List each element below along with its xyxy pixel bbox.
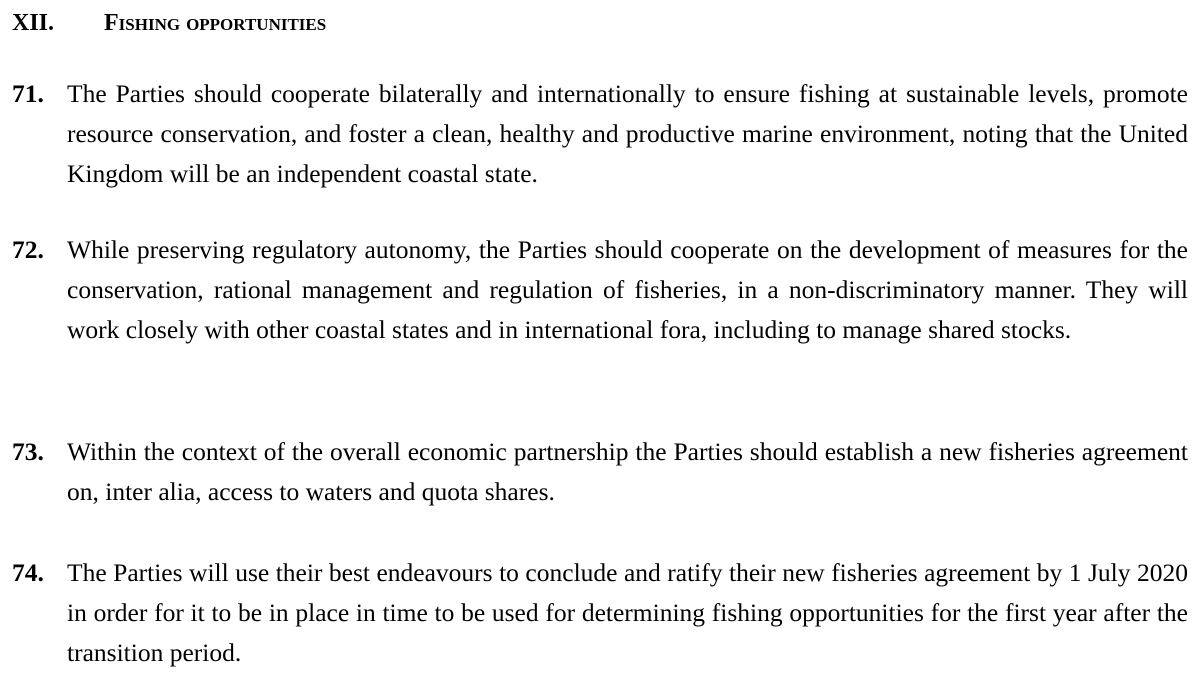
- section-number: XII.: [12, 10, 55, 36]
- paragraph-74: [12, 553, 1188, 673]
- paragraph-text: While preserving regulatory autonomy, the Parties should cooperate on the development of measures for the conservation, rational management and regulation of fisheries, in a non-discriminatory manner. They will work closely with other coastal states and in international fora, including to manage shared stocks.: [67, 235, 1188, 344]
- section-heading: [12, 6, 326, 40]
- paragraph-number: 71.: [12, 79, 44, 108]
- paragraph-text: Within the context of the overall economic partnership the Parties should establish a new fisheries agreement on, inter alia, access to waters and quota shares.: [67, 437, 1188, 506]
- paragraph-text: The Parties should cooperate bilaterally and internationally to ensure fishing at sustainable levels, promote resource conservation, and foster a clean, healthy and productive marine environment, noting that the United Kingdom will be an independent coastal state.: [67, 79, 1188, 188]
- paragraph-number: 72.: [12, 235, 44, 264]
- paragraph-71: [12, 74, 1188, 194]
- paragraph-text: The Parties will use their best endeavours to conclude and ratify their new fisheries agreement by 1 July 2020 in order for it to be in place in time to be used for determining fishing opportunities for the first year after the transition period.: [67, 558, 1188, 667]
- paragraph-72: [12, 230, 1188, 350]
- paragraph-73: [12, 432, 1188, 512]
- paragraph-number: 73.: [12, 437, 44, 466]
- section-title: Fishing opportunities: [104, 10, 327, 36]
- paragraph-number: 74.: [12, 558, 44, 587]
